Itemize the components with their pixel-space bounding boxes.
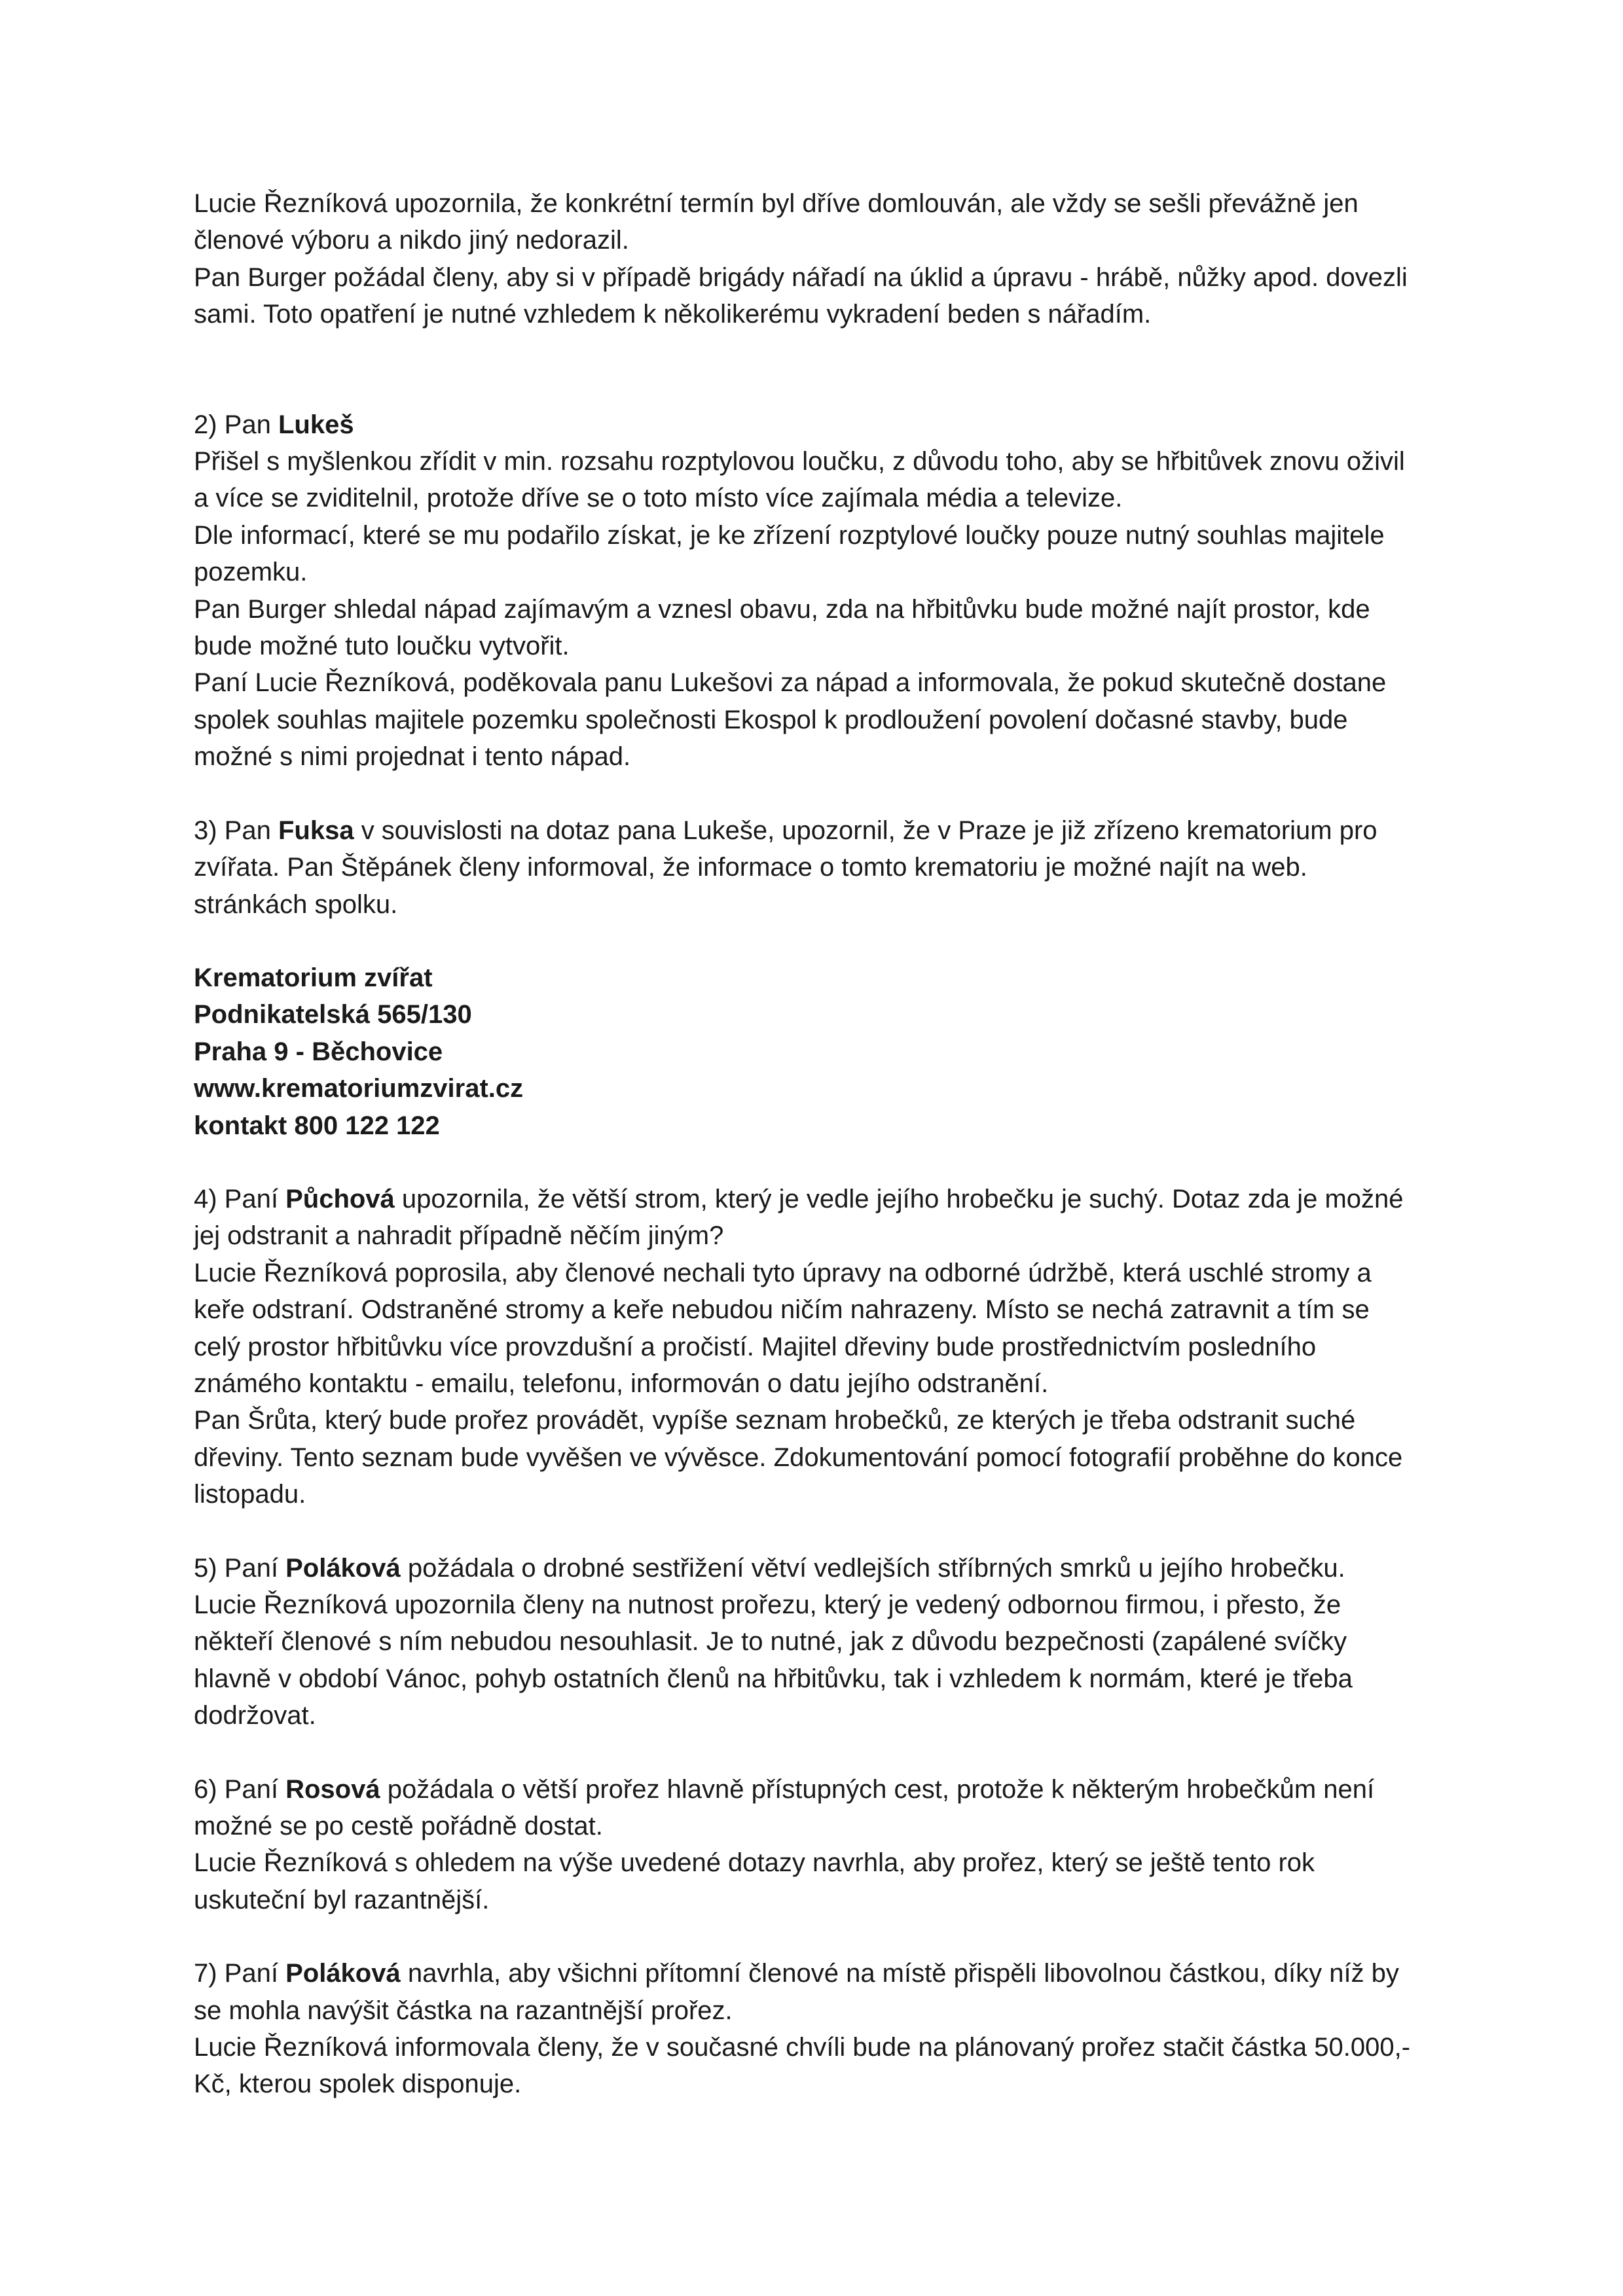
item-text: v souvislosti na dotaz pana Lukeše, upozornil, že v Praze je již zřízeno krematorium pro: [354, 816, 1377, 845]
spacer: [194, 1918, 1477, 1955]
address-name: Krematorium zvířat: [194, 963, 433, 992]
spacer: [194, 776, 1477, 812]
spacer: [194, 333, 1477, 406]
item-prefix: 4) Paní: [194, 1184, 286, 1213]
address-web: www.krematoriumzvirat.cz: [194, 1074, 524, 1103]
spacer: [194, 923, 1477, 960]
text-line: keře odstraní. Odstraněné stromy a keře nebudou ničím nahrazeny. Místo se nechá zatravnit a tím se: [194, 1295, 1370, 1325]
item-2: [194, 406, 1477, 776]
item-7: [194, 1955, 1477, 2103]
item-prefix: 7) Paní: [194, 1959, 286, 1988]
item-text: navrhla, aby všichni přítomní členové na místě přispěli libovolnou částkou, díky níž by: [400, 1959, 1399, 1988]
text-line: známého kontaktu - emailu, telefonu, informován o datu jejího odstranění.: [194, 1369, 1049, 1398]
intro-paragraph: [194, 185, 1477, 333]
text-line: někteří členové s ním nebudou nesouhlasit. Je to nutné, jak z důvodu bezpečnosti (zapálené svíčky: [194, 1627, 1347, 1657]
item-prefix: 6) Paní: [194, 1774, 286, 1804]
item-4: [194, 1181, 1477, 1513]
item-6: [194, 1771, 1477, 1919]
text-line: Lucie Řezníková upozornila, že konkrétní termín byl dříve domlouván, ale vždy se sešli převážně jen: [194, 189, 1359, 218]
spacer: [194, 1734, 1477, 1771]
item-heading: [194, 1181, 1477, 1217]
text-line: členové výboru a nikdo jiný nedorazil.: [194, 226, 629, 255]
text-line: stránkách spolku.: [194, 889, 398, 919]
text-line: Pan Burger shledal nápad zajímavým a vznesl obavu, zda na hřbitůvku bude možné najít prostor, kde: [194, 594, 1370, 624]
address-street: Podnikatelská 565/130: [194, 1000, 472, 1030]
text-line: uskuteční byl razantnější.: [194, 1885, 490, 1914]
text-line: zvířata. Pan Štěpánek členy informoval, že informace o tomto krematoriu je možné najít na web.: [194, 853, 1307, 882]
item-prefix: 2) Pan: [194, 410, 278, 439]
spacer: [194, 1144, 1477, 1181]
item-prefix: 3) Pan: [194, 816, 278, 845]
text-line: Lucie Řezníková informovala členy, že v současné chvíli bude na plánovaný prořez stačit částka 50.000,-: [194, 2033, 1411, 2062]
person-name: Poláková: [285, 1959, 401, 1988]
text-line: dodržovat.: [194, 1701, 316, 1731]
person-name: Lukeš: [278, 410, 354, 439]
text-line: spolek souhlas majitele pozemku společnosti Ekospol k prodloužení povolení dočasné stavby, bude: [194, 705, 1348, 734]
item-heading: [194, 1771, 1477, 1808]
item-3: [194, 812, 1477, 923]
text-line: dřeviny. Tento seznam bude vyvěšen ve vývěsce. Zdokumentování pomocí fotografií proběhne do konce: [194, 1443, 1403, 1472]
address-city: Praha 9 - Běchovice: [194, 1037, 443, 1066]
text-line: a více se zviditelnil, protože dříve se o toto místo více zajímala média a televize.: [194, 484, 1123, 513]
text-line: pozemku.: [194, 558, 308, 587]
person-name: Půchová: [285, 1184, 395, 1213]
text-line: Kč, kterou spolek disponuje.: [194, 2070, 522, 2099]
spacer: [194, 1513, 1477, 1550]
text-line: Lucie Řezníková s ohledem na výše uvedené dotazy navrhla, aby prořez, který se ještě tento rok: [194, 1848, 1315, 1878]
text-line: Lucie Řezníková upozornila členy na nutnost prořezu, který je vedený odbornou firmou, i přesto, že: [194, 1590, 1341, 1619]
address-contact: kontakt 800 122 122: [194, 1111, 440, 1140]
document-page: [194, 185, 1477, 2103]
item-5: [194, 1550, 1477, 1734]
text-line: hlavně v období Vánoc, pohyb ostatních členů na hřbitůvku, tak i vzhledem k normám, které je třeba: [194, 1664, 1353, 1693]
text-line: listopadu.: [194, 1480, 306, 1509]
text-line: celý prostor hřbitůvku více provzdušní a pročistí. Majitel dřeviny bude prostřednictvím posledního: [194, 1332, 1317, 1361]
item-prefix: 5) Paní: [194, 1553, 286, 1583]
text-line: se mohla navýšit částka na razantnější prořez.: [194, 1996, 733, 2025]
text-line: Pan Burger požádal členy, aby si v případě brigády nářadí na úklid a úpravu - hrábě, nůžky apod. dovezli: [194, 262, 1408, 292]
person-name: Rosová: [285, 1774, 380, 1804]
address-block: [194, 960, 1477, 1144]
item-heading: [194, 1550, 1477, 1587]
person-name: Poláková: [285, 1553, 401, 1583]
text-line: možné s nimi projednat i tento nápad.: [194, 742, 631, 772]
text-line: možné se po cestě pořádně dostat.: [194, 1812, 603, 1841]
item-text: upozornila, že větší strom, který je vedle jejího hrobečku je suchý. Dotaz zda je možné: [394, 1184, 1404, 1213]
text-line: Přišel s myšlenkou zřídit v min. rozsahu rozptylovou loučku, z důvodu toho, aby se hřbitůvek znovu oživil: [194, 447, 1405, 476]
text-line: Paní Lucie Řezníková, poděkovala panu Lukešovi za nápad a informovala, že pokud skutečně dostane: [194, 668, 1387, 698]
text-line: bude možné tuto loučku vytvořit.: [194, 632, 570, 661]
text-line: jej odstranit a nahradit případně něčím jiným?: [194, 1221, 724, 1251]
item-heading: [194, 812, 1477, 849]
item-text: požádala o větší prořez hlavně přístupných cest, protože k některým hrobečkům není: [380, 1774, 1375, 1804]
person-name: Fuksa: [278, 816, 354, 845]
item-text: požádala o drobné sestřižení větví vedlejších stříbrných smrků u jejího hrobečku.: [400, 1553, 1345, 1583]
text-line: Lucie Řezníková poprosila, aby členové nechali tyto úpravy na odborné údržbě, která uschlé stromy a: [194, 1258, 1372, 1287]
text-line: Pan Šrůta, který bude prořez provádět, vypíše seznam hrobečků, ze kterých je třeba odstranit suché: [194, 1406, 1356, 1435]
text-line: sami. Toto opatření je nutné vzhledem k několikerému vykradení beden s nářadím.: [194, 300, 1152, 329]
item-heading: [194, 1955, 1477, 1992]
text-line: Dle informací, které se mu podařilo získat, je ke zřízení rozptylové loučky pouze nutný souhlas majitele: [194, 520, 1385, 550]
item-heading: [194, 406, 1477, 443]
